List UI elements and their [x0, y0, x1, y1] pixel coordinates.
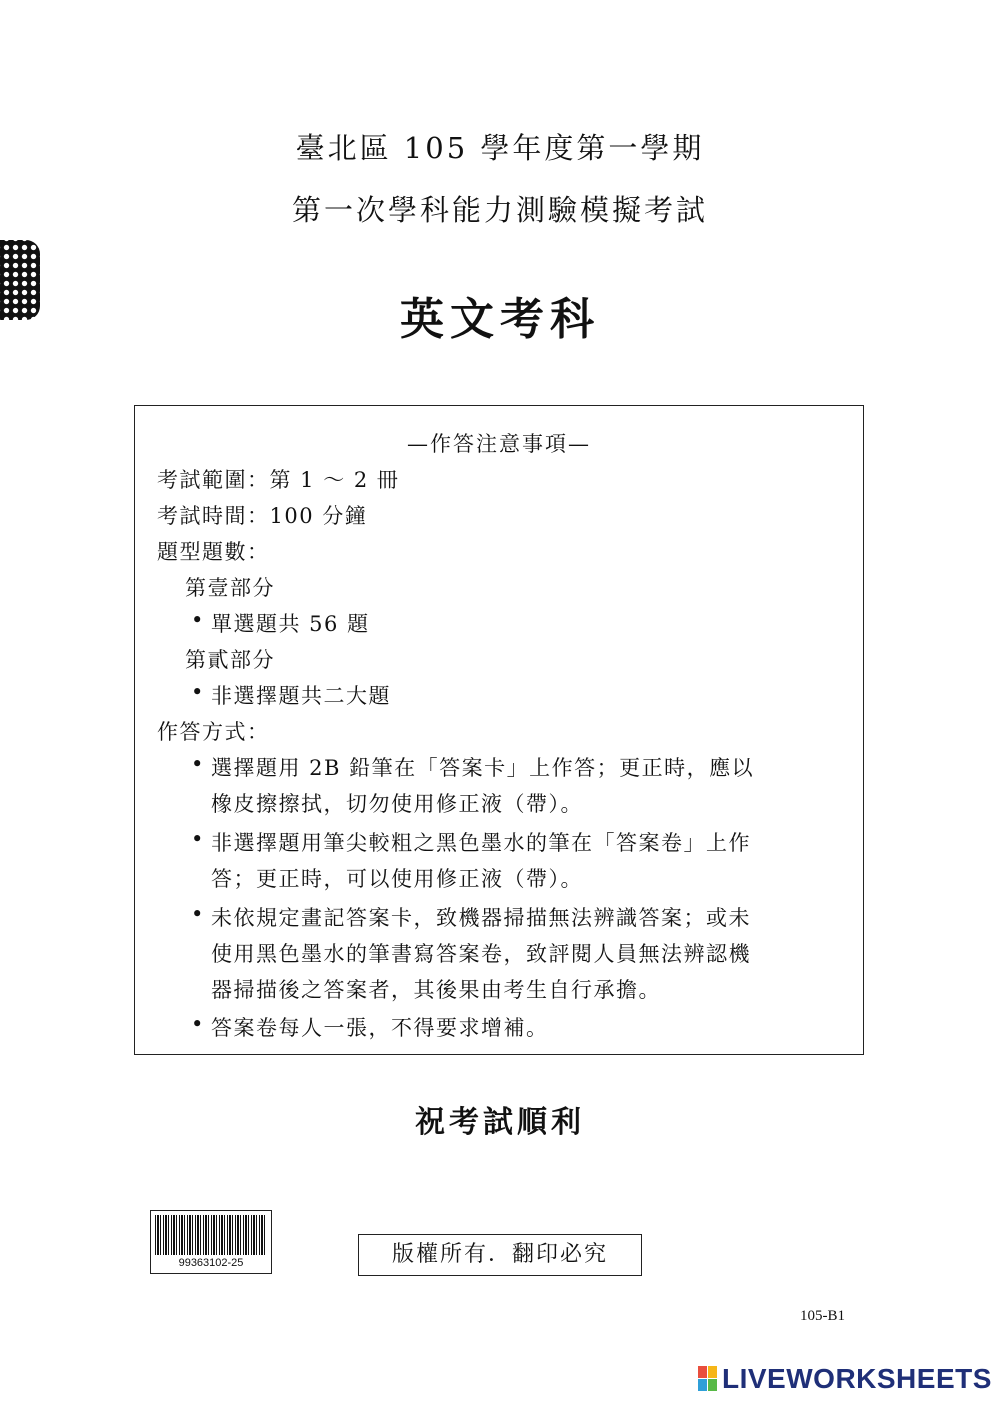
part-one-label: 第壹部分 — [185, 576, 275, 600]
exam-time: 考試時間：100 分鐘 — [157, 504, 368, 528]
page-code: 105-B1 — [800, 1308, 845, 1324]
part-one-item: • 單選題共 56 題 — [211, 608, 370, 638]
answer-method-label: 作答方式： — [157, 720, 270, 744]
rule-1-line-1: • 選擇題用 2B 鉛筆在「答案卡」上作答；更正時，應以 — [211, 752, 754, 782]
exam-region-title: 臺北區 105 學年度第一學期 — [295, 131, 705, 165]
barcode-number: 99363102-25 — [178, 1257, 244, 1269]
subject-title: 英文考科 — [400, 294, 600, 345]
rule-3-line-2: 使用黑色墨水的筆書寫答案卷，致評閱人員無法辨認機 — [211, 942, 751, 966]
rule-3-line-3: 器掃描後之答案者，其後果由考生自行承擔。 — [211, 978, 661, 1002]
copyright-notice: 版權所有．翻印必究 — [358, 1234, 642, 1276]
liveworksheets-logo-text: LIVEWORKSHEETS — [722, 1363, 992, 1394]
exam-range: 考試範圍：第 1 ～ 2 冊 — [157, 468, 400, 492]
exam-name-title: 第一次學科能力測驗模擬考試 — [291, 193, 708, 227]
rule-1-line-2: 橡皮擦擦拭，切勿使用修正液（帶）。 — [211, 792, 583, 816]
good-luck-text: 祝考試順利 — [415, 1105, 585, 1140]
part-two-item: • 非選擇題共二大題 — [211, 680, 391, 710]
barcode — [150, 1210, 272, 1274]
liveworksheets-logo-icon — [698, 1366, 718, 1392]
part-two-label: 第貳部分 — [185, 648, 275, 672]
instructions-heading: —作答注意事項— — [407, 432, 591, 456]
rule-2-line-2: 答；更正時，可以使用修正液（帶）。 — [211, 867, 583, 891]
barcode-bars — [155, 1215, 267, 1255]
instructions-box — [134, 405, 864, 1055]
rule-4-line-1: • 答案卷每人一張，不得要求增補。 — [211, 1012, 549, 1042]
rule-2-line-1: • 非選擇題用筆尖較粗之黑色墨水的筆在「答案卷」上作 — [211, 827, 751, 857]
rule-3-line-1: • 未依規定畫記答案卡，致機器掃描無法辨識答案；或未 — [211, 902, 751, 932]
question-types-label: 題型題數： — [157, 540, 270, 564]
